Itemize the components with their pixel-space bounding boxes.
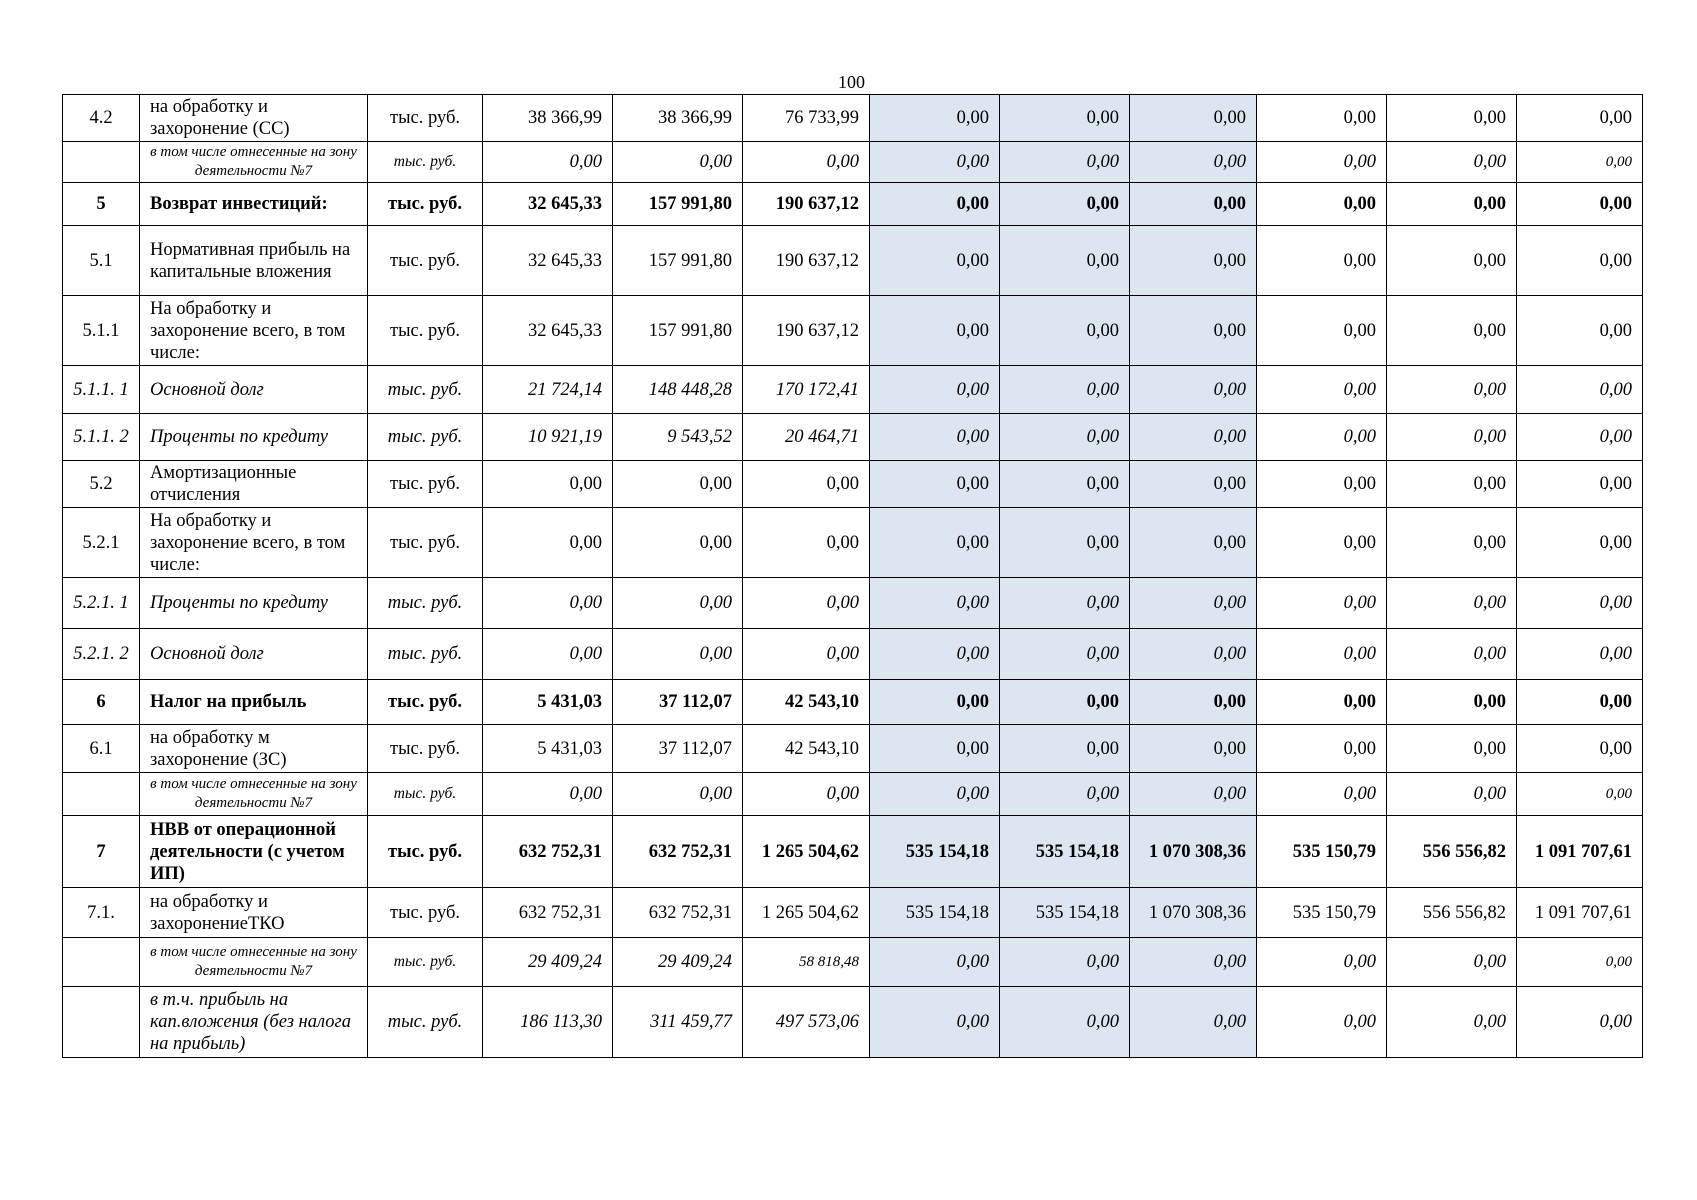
value-cell-col-8: 0,00 — [1387, 987, 1517, 1058]
row-unit-cell: тыс. руб. — [368, 414, 483, 461]
value-cell-col-9: 0,00 — [1517, 461, 1643, 508]
value-cell-col-2: 632 752,31 — [613, 888, 743, 938]
row-name-cell: в том числе отнесенные на зону деятельности №7 — [140, 938, 368, 987]
value-cell-col-2: 157 991,80 — [613, 296, 743, 366]
value-cell-col-4: 0,00 — [870, 95, 1000, 142]
row-number-cell — [63, 773, 140, 816]
row-name-cell: в том числе отнесенные на зону деятельности №7 — [140, 773, 368, 816]
value-cell-col-9: 0,00 — [1517, 414, 1643, 461]
table-row — [63, 183, 1643, 226]
value-cell-col-3: 0,00 — [743, 629, 870, 680]
table-row — [63, 987, 1643, 1058]
row-unit-cell: тыс. руб. — [368, 938, 483, 987]
value-cell-col-2: 38 366,99 — [613, 95, 743, 142]
value-cell-col-9: 1 091 707,61 — [1517, 816, 1643, 888]
value-cell-col-4: 0,00 — [870, 680, 1000, 725]
value-cell-col-6: 0,00 — [1130, 987, 1257, 1058]
value-cell-col-4: 0,00 — [870, 183, 1000, 226]
row-number-cell: 5.2.1. 2 — [63, 629, 140, 680]
value-cell-col-3: 0,00 — [743, 578, 870, 629]
value-cell-col-4: 0,00 — [870, 366, 1000, 414]
value-cell-col-6: 0,00 — [1130, 680, 1257, 725]
table-row — [63, 296, 1643, 366]
value-cell-col-9: 0,00 — [1517, 296, 1643, 366]
row-number-cell — [63, 142, 140, 183]
value-cell-col-6: 0,00 — [1130, 142, 1257, 183]
value-cell-col-8: 0,00 — [1387, 414, 1517, 461]
value-cell-col-8: 0,00 — [1387, 142, 1517, 183]
value-cell-col-2: 148 448,28 — [613, 366, 743, 414]
table-row — [63, 629, 1643, 680]
table-row — [63, 414, 1643, 461]
row-name-cell: Основной долг — [140, 629, 368, 680]
table-row — [63, 461, 1643, 508]
value-cell-col-8: 0,00 — [1387, 680, 1517, 725]
value-cell-col-5: 535 154,18 — [1000, 816, 1130, 888]
value-cell-col-5: 0,00 — [1000, 725, 1130, 773]
row-number-cell: 5.2 — [63, 461, 140, 508]
value-cell-col-4: 0,00 — [870, 142, 1000, 183]
row-unit-cell: тыс. руб. — [368, 725, 483, 773]
table-row — [63, 938, 1643, 987]
value-cell-col-5: 0,00 — [1000, 366, 1130, 414]
value-cell-col-7: 0,00 — [1257, 578, 1387, 629]
value-cell-col-8: 556 556,82 — [1387, 888, 1517, 938]
row-number-cell — [63, 987, 140, 1058]
row-number-cell — [63, 938, 140, 987]
value-cell-col-5: 0,00 — [1000, 183, 1130, 226]
row-number-cell: 6 — [63, 680, 140, 725]
value-cell-col-6: 0,00 — [1130, 578, 1257, 629]
value-cell-col-7: 0,00 — [1257, 987, 1387, 1058]
value-cell-col-8: 0,00 — [1387, 508, 1517, 578]
value-cell-col-7: 0,00 — [1257, 938, 1387, 987]
value-cell-col-5: 0,00 — [1000, 773, 1130, 816]
value-cell-col-1: 38 366,99 — [483, 95, 613, 142]
financial-table — [62, 94, 1643, 1058]
value-cell-col-2: 9 543,52 — [613, 414, 743, 461]
value-cell-col-2: 157 991,80 — [613, 183, 743, 226]
value-cell-col-4: 0,00 — [870, 725, 1000, 773]
value-cell-col-7: 0,00 — [1257, 680, 1387, 725]
value-cell-col-5: 0,00 — [1000, 508, 1130, 578]
row-number-cell: 4.2 — [63, 95, 140, 142]
value-cell-col-4: 0,00 — [870, 296, 1000, 366]
value-cell-col-9: 0,00 — [1517, 680, 1643, 725]
row-number-cell: 5.2.1. 1 — [63, 578, 140, 629]
value-cell-col-7: 0,00 — [1257, 508, 1387, 578]
value-cell-col-6: 0,00 — [1130, 183, 1257, 226]
value-cell-col-1: 186 113,30 — [483, 987, 613, 1058]
row-number-cell: 7.1. — [63, 888, 140, 938]
row-unit-cell: тыс. руб. — [368, 461, 483, 508]
value-cell-col-3: 190 637,12 — [743, 183, 870, 226]
value-cell-col-1: 0,00 — [483, 578, 613, 629]
value-cell-col-7: 0,00 — [1257, 183, 1387, 226]
value-cell-col-9: 0,00 — [1517, 366, 1643, 414]
table-row — [63, 680, 1643, 725]
row-number-cell: 5 — [63, 183, 140, 226]
value-cell-col-1: 632 752,31 — [483, 888, 613, 938]
row-number-cell: 6.1 — [63, 725, 140, 773]
value-cell-col-9: 0,00 — [1517, 226, 1643, 296]
row-number-cell: 5.1 — [63, 226, 140, 296]
value-cell-col-6: 1 070 308,36 — [1130, 888, 1257, 938]
value-cell-col-2: 37 112,07 — [613, 680, 743, 725]
value-cell-col-6: 0,00 — [1130, 773, 1257, 816]
value-cell-col-3: 190 637,12 — [743, 226, 870, 296]
value-cell-col-9: 0,00 — [1517, 142, 1643, 183]
table-row — [63, 226, 1643, 296]
value-cell-col-3: 497 573,06 — [743, 987, 870, 1058]
value-cell-col-5: 535 154,18 — [1000, 888, 1130, 938]
table-row — [63, 508, 1643, 578]
value-cell-col-1: 32 645,33 — [483, 183, 613, 226]
value-cell-col-4: 0,00 — [870, 461, 1000, 508]
value-cell-col-6: 0,00 — [1130, 938, 1257, 987]
value-cell-col-3: 170 172,41 — [743, 366, 870, 414]
value-cell-col-3: 76 733,99 — [743, 95, 870, 142]
row-name-cell: Основной долг — [140, 366, 368, 414]
value-cell-col-1: 32 645,33 — [483, 296, 613, 366]
value-cell-col-4: 0,00 — [870, 987, 1000, 1058]
value-cell-col-8: 0,00 — [1387, 183, 1517, 226]
value-cell-col-3: 20 464,71 — [743, 414, 870, 461]
table-body — [63, 95, 1643, 1058]
value-cell-col-9: 1 091 707,61 — [1517, 888, 1643, 938]
value-cell-col-5: 0,00 — [1000, 680, 1130, 725]
value-cell-col-8: 0,00 — [1387, 95, 1517, 142]
value-cell-col-9: 0,00 — [1517, 578, 1643, 629]
row-unit-cell: тыс. руб. — [368, 366, 483, 414]
value-cell-col-3: 42 543,10 — [743, 680, 870, 725]
value-cell-col-1: 32 645,33 — [483, 226, 613, 296]
value-cell-col-5: 0,00 — [1000, 938, 1130, 987]
row-name-cell: Проценты по кредиту — [140, 414, 368, 461]
value-cell-col-9: 0,00 — [1517, 773, 1643, 816]
value-cell-col-8: 0,00 — [1387, 296, 1517, 366]
value-cell-col-8: 0,00 — [1387, 461, 1517, 508]
value-cell-col-5: 0,00 — [1000, 629, 1130, 680]
value-cell-col-2: 29 409,24 — [613, 938, 743, 987]
value-cell-col-9: 0,00 — [1517, 725, 1643, 773]
row-name-cell: в т.ч. прибыль на кап.вложения (без налога на прибыль) — [140, 987, 368, 1058]
value-cell-col-4: 0,00 — [870, 414, 1000, 461]
row-name-cell: в том числе отнесенные на зону деятельности №7 — [140, 142, 368, 183]
value-cell-col-7: 0,00 — [1257, 226, 1387, 296]
row-unit-cell: тыс. руб. — [368, 816, 483, 888]
value-cell-col-4: 0,00 — [870, 938, 1000, 987]
value-cell-col-5: 0,00 — [1000, 142, 1130, 183]
value-cell-col-8: 0,00 — [1387, 629, 1517, 680]
value-cell-col-1: 0,00 — [483, 629, 613, 680]
page-number: 100 — [838, 72, 865, 92]
value-cell-col-3: 190 637,12 — [743, 296, 870, 366]
value-cell-col-2: 0,00 — [613, 461, 743, 508]
row-unit-cell: тыс. руб. — [368, 508, 483, 578]
value-cell-col-2: 0,00 — [613, 773, 743, 816]
row-name-cell: на обработку и захоронениеТКО — [140, 888, 368, 938]
row-name-cell: НВВ от операционной деятельности (с учетом ИП) — [140, 816, 368, 888]
value-cell-col-3: 0,00 — [743, 461, 870, 508]
row-name-cell: на обработку м захоронение (ЗС) — [140, 725, 368, 773]
value-cell-col-3: 42 543,10 — [743, 725, 870, 773]
value-cell-col-3: 0,00 — [743, 142, 870, 183]
value-cell-col-7: 0,00 — [1257, 461, 1387, 508]
table-row — [63, 888, 1643, 938]
value-cell-col-1: 0,00 — [483, 461, 613, 508]
value-cell-col-8: 0,00 — [1387, 938, 1517, 987]
row-name-cell: Налог на прибыль — [140, 680, 368, 725]
table-row — [63, 95, 1643, 142]
value-cell-col-3: 1 265 504,62 — [743, 816, 870, 888]
value-cell-col-2: 0,00 — [613, 142, 743, 183]
table-row — [63, 366, 1643, 414]
value-cell-col-2: 311 459,77 — [613, 987, 743, 1058]
value-cell-col-6: 0,00 — [1130, 461, 1257, 508]
value-cell-col-2: 0,00 — [613, 578, 743, 629]
table-row — [63, 142, 1643, 183]
value-cell-col-2: 632 752,31 — [613, 816, 743, 888]
table-row — [63, 578, 1643, 629]
row-unit-cell: тыс. руб. — [368, 183, 483, 226]
value-cell-col-1: 0,00 — [483, 142, 613, 183]
value-cell-col-6: 0,00 — [1130, 629, 1257, 680]
row-name-cell: На обработку и захоронение всего, в том числе: — [140, 508, 368, 578]
row-unit-cell: тыс. руб. — [368, 142, 483, 183]
value-cell-col-1: 21 724,14 — [483, 366, 613, 414]
value-cell-col-4: 0,00 — [870, 578, 1000, 629]
value-cell-col-6: 0,00 — [1130, 296, 1257, 366]
value-cell-col-6: 0,00 — [1130, 725, 1257, 773]
value-cell-col-2: 37 112,07 — [613, 725, 743, 773]
row-name-cell: Амортизационные отчисления — [140, 461, 368, 508]
value-cell-col-5: 0,00 — [1000, 578, 1130, 629]
value-cell-col-7: 0,00 — [1257, 725, 1387, 773]
row-unit-cell: тыс. руб. — [368, 888, 483, 938]
value-cell-col-7: 535 150,79 — [1257, 888, 1387, 938]
value-cell-col-9: 0,00 — [1517, 938, 1643, 987]
value-cell-col-3: 58 818,48 — [743, 938, 870, 987]
value-cell-col-8: 0,00 — [1387, 725, 1517, 773]
value-cell-col-4: 0,00 — [870, 226, 1000, 296]
value-cell-col-6: 0,00 — [1130, 226, 1257, 296]
row-name-cell: на обработку и захоронение (СС) — [140, 95, 368, 142]
row-name-cell: Возврат инвестиций: — [140, 183, 368, 226]
row-number-cell: 5.1.1 — [63, 296, 140, 366]
row-number-cell: 5.1.1. 2 — [63, 414, 140, 461]
value-cell-col-8: 0,00 — [1387, 366, 1517, 414]
value-cell-col-1: 0,00 — [483, 508, 613, 578]
table-row — [63, 725, 1643, 773]
row-number-cell: 5.2.1 — [63, 508, 140, 578]
value-cell-col-6: 0,00 — [1130, 414, 1257, 461]
value-cell-col-8: 0,00 — [1387, 226, 1517, 296]
value-cell-col-3: 1 265 504,62 — [743, 888, 870, 938]
value-cell-col-9: 0,00 — [1517, 987, 1643, 1058]
value-cell-col-4: 0,00 — [870, 629, 1000, 680]
value-cell-col-8: 0,00 — [1387, 773, 1517, 816]
value-cell-col-8: 556 556,82 — [1387, 816, 1517, 888]
value-cell-col-1: 0,00 — [483, 773, 613, 816]
value-cell-col-7: 0,00 — [1257, 95, 1387, 142]
value-cell-col-9: 0,00 — [1517, 95, 1643, 142]
value-cell-col-3: 0,00 — [743, 773, 870, 816]
value-cell-col-5: 0,00 — [1000, 461, 1130, 508]
value-cell-col-6: 0,00 — [1130, 95, 1257, 142]
row-unit-cell: тыс. руб. — [368, 578, 483, 629]
value-cell-col-5: 0,00 — [1000, 296, 1130, 366]
row-name-cell: Проценты по кредиту — [140, 578, 368, 629]
value-cell-col-1: 29 409,24 — [483, 938, 613, 987]
value-cell-col-5: 0,00 — [1000, 226, 1130, 296]
row-unit-cell: тыс. руб. — [368, 987, 483, 1058]
value-cell-col-5: 0,00 — [1000, 987, 1130, 1058]
value-cell-col-7: 535 150,79 — [1257, 816, 1387, 888]
value-cell-col-4: 0,00 — [870, 508, 1000, 578]
value-cell-col-7: 0,00 — [1257, 366, 1387, 414]
value-cell-col-1: 10 921,19 — [483, 414, 613, 461]
value-cell-col-1: 5 431,03 — [483, 680, 613, 725]
value-cell-col-2: 0,00 — [613, 508, 743, 578]
row-unit-cell: тыс. руб. — [368, 629, 483, 680]
value-cell-col-7: 0,00 — [1257, 414, 1387, 461]
value-cell-col-4: 535 154,18 — [870, 816, 1000, 888]
value-cell-col-6: 1 070 308,36 — [1130, 816, 1257, 888]
value-cell-col-5: 0,00 — [1000, 95, 1130, 142]
row-name-cell: На обработку и захоронение всего, в том числе: — [140, 296, 368, 366]
value-cell-col-7: 0,00 — [1257, 296, 1387, 366]
value-cell-col-4: 0,00 — [870, 773, 1000, 816]
value-cell-col-7: 0,00 — [1257, 629, 1387, 680]
row-unit-cell: тыс. руб. — [368, 296, 483, 366]
value-cell-col-2: 0,00 — [613, 629, 743, 680]
row-unit-cell: тыс. руб. — [368, 226, 483, 296]
value-cell-col-6: 0,00 — [1130, 366, 1257, 414]
row-number-cell: 7 — [63, 816, 140, 888]
value-cell-col-8: 0,00 — [1387, 578, 1517, 629]
value-cell-col-9: 0,00 — [1517, 508, 1643, 578]
value-cell-col-7: 0,00 — [1257, 773, 1387, 816]
value-cell-col-9: 0,00 — [1517, 629, 1643, 680]
value-cell-col-3: 0,00 — [743, 508, 870, 578]
value-cell-col-7: 0,00 — [1257, 142, 1387, 183]
value-cell-col-9: 0,00 — [1517, 183, 1643, 226]
row-unit-cell: тыс. руб. — [368, 773, 483, 816]
value-cell-col-1: 632 752,31 — [483, 816, 613, 888]
table-row — [63, 773, 1643, 816]
value-cell-col-1: 5 431,03 — [483, 725, 613, 773]
row-name-cell: Нормативная прибыль на капитальные вложения — [140, 226, 368, 296]
table-row — [63, 816, 1643, 888]
row-unit-cell: тыс. руб. — [368, 95, 483, 142]
value-cell-col-2: 157 991,80 — [613, 226, 743, 296]
row-unit-cell: тыс. руб. — [368, 680, 483, 725]
value-cell-col-5: 0,00 — [1000, 414, 1130, 461]
value-cell-col-6: 0,00 — [1130, 508, 1257, 578]
row-number-cell: 5.1.1. 1 — [63, 366, 140, 414]
value-cell-col-4: 535 154,18 — [870, 888, 1000, 938]
